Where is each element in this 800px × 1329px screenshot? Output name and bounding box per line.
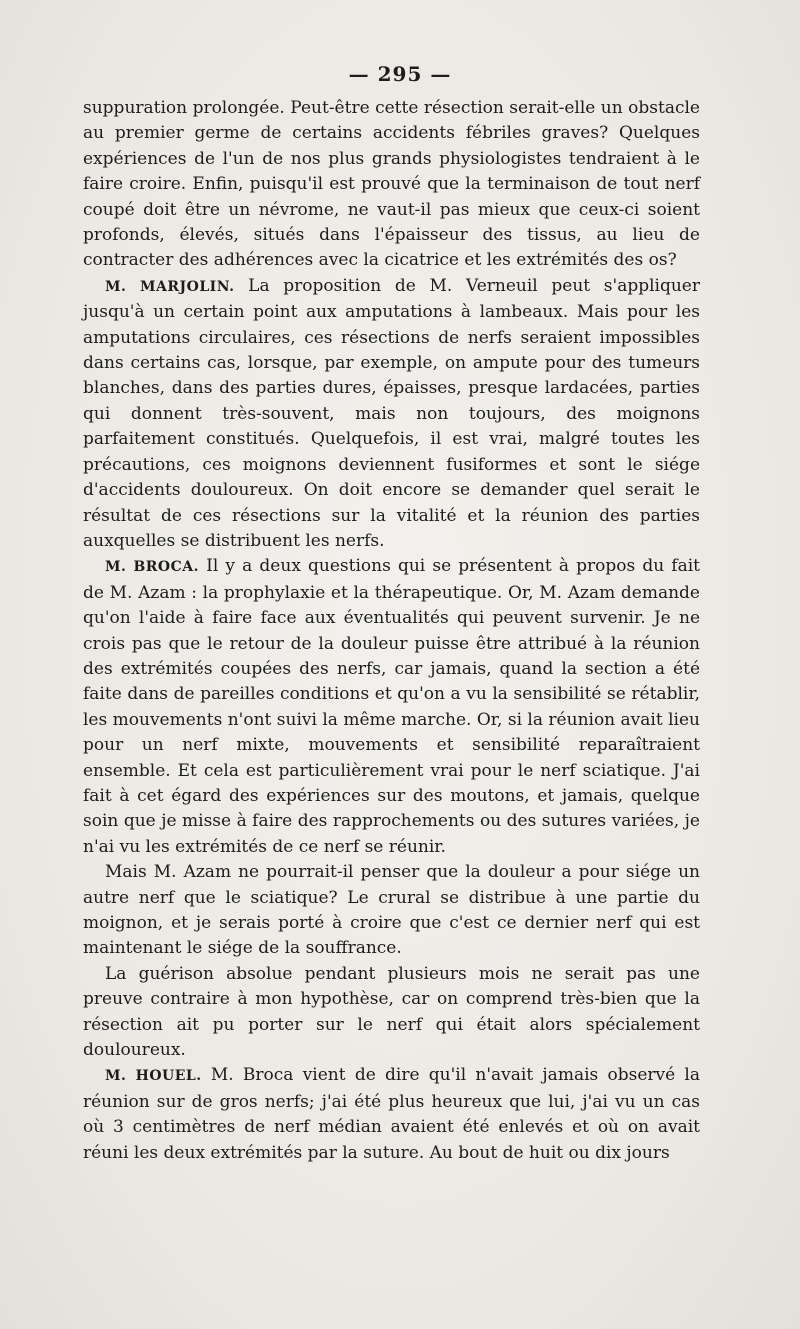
- speaker-name: M. BROCA.: [105, 559, 200, 576]
- paragraph-marjolin: [83, 274, 700, 554]
- paragraph-broca-2: [83, 860, 700, 962]
- page-number: — 295 —: [348, 62, 452, 86]
- paragraph-continuation: [83, 96, 700, 274]
- paragraph-text: suppuration prolongée. Peut-être cette résection serait-elle un obstacle au premier germe de certains accidents fébriles graves? Quelques expériences de l'un de nos plus grands physiologistes tendraient à le faire croire. Enfin, puisqu'il est prouvé que la terminaison de tout nerf coupé doit être un névrome, ne vaut-il pas mieux que ceux-ci soient profonds, élevés, situés dans l'épaisseur des tissus, au lieu de contracter des adhérences avec la cicatrice et les extrémités des os?: [83, 98, 700, 271]
- paragraph-houel: [83, 1063, 700, 1166]
- paragraph-text: M. Broca vient de dire qu'il n'avait jamais observé la réunion sur de gros nerfs; j'ai été plus heureux que lui, j'ai vu un cas où 3 centimètres de nerf médian avaient été enlevés et où on avait réuni les deux extrémités par la suture. Au bout de huit ou dix jours: [83, 1065, 700, 1163]
- paragraph-text: La proposition de M. Verneuil peut s'appliquer jusqu'à un certain point aux amputations à lambeaux. Mais pour les amputations circulaires, ces résections de nerfs seraient impossibles dans certains cas, lorsque, par exemple, on ampute pour des tumeurs blanches, dans des parties dures, épaisses, presque lardacées, parties qui donnent très-souvent, mais non toujours, des moignons parfaitement constitués. Quelquefois, il est vrai, malgré toutes les précautions, ces moignons deviennent fusiformes et sont le siége d'accidents douloureux. On doit encore se demander quel serait le résultat de ces résections sur la vitalité et la réunion des parties auxquelles se distribuent les nerfs.: [83, 275, 700, 551]
- paragraph-text: Il y a deux questions qui se présentent à propos du fait de M. Azam : la prophylaxie et la thérapeutique. Or, M. Azam demande qu'on l'aide à faire face aux éventualités qui peuvent survenir. Je ne crois pas que le retour de la douleur puisse être attribué à la réunion des extrémités coupées des nerfs, car jamais, quand la section a été faite dans de pareilles conditions et qu'on a vu la sensibilité se rétablir, les mouvements n'ont suivi la même marche. Or, si la réunion avait lieu pour un nerf mixte, mouvements et sensibilité reparaîtraient ensemble. Et cela est particulièrement vrai pour le nerf sciatique. J'ai fait à cet égard des expériences sur des moutons, et jamais, quelque soin que je misse à faire des rapprochements ou des sutures variées, je n'ai vu les extrémités de ce nerf se réunir.: [83, 556, 700, 857]
- paragraph-broca-3: [83, 962, 700, 1064]
- speaker-name: M. HOUEL.: [105, 1068, 202, 1085]
- speaker-name: M. MARJOLIN.: [105, 278, 235, 295]
- body-text: [83, 96, 700, 1166]
- paragraph-broca: [83, 554, 700, 860]
- paragraph-text: La guérison absolue pendant plusieurs mois ne serait pas une preuve contraire à mon hypothèse, car on comprend très-bien que la résection ait pu porter sur le nerf qui était alors spécialement douloureux.: [83, 963, 700, 1061]
- paragraph-text: Mais M. Azam ne pourrait-il penser que la douleur a pour siége un autre nerf que le sciatique? Le crural se distribue à une partie du moignon, et je serais porté à croire que c'est ce dernier nerf qui est maintenant le siége de la souffrance.: [83, 862, 700, 959]
